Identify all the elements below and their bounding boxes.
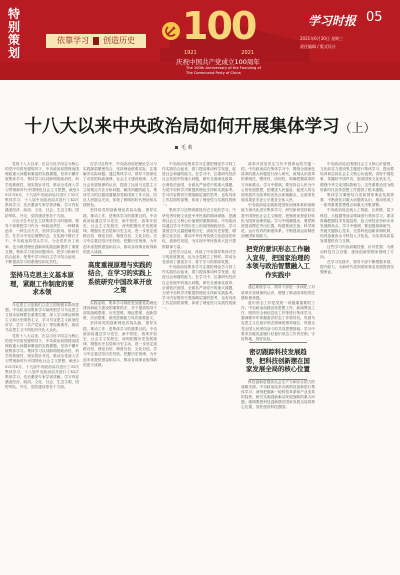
byline-marker-icon	[175, 146, 178, 149]
article-body	[5, 162, 398, 572]
anniversary-title-en: The 100th Anniversary of the Founding of The Communist Party of China	[186, 66, 261, 75]
paragraph: 这些学习活动，体现了中央领导集体对学习的高度重视，也为全党树立了榜样，带动全党形成了重视学习、善于学习的浓厚氛围。	[162, 249, 236, 264]
paragraph: 实践证明，集体学习制度是加强党的理论建设和能力建设的重要抓手，对于提高领导干部的战略思维、历史思维、辩证思维、创新思维、法治思维、底线思维能力具有重要意义。	[83, 300, 157, 321]
column-separator	[93, 37, 99, 45]
paragraph: 通过系统学习，领导干部进一步深化了对改革开放规律的认识，增强了推动改革的责任感和使命感。	[241, 285, 315, 300]
paragraph: 坚持用党的创新理论武装头脑，指导实践、推动工作，是集体学习的重要目的。中央政治局通过学习党史、新中国史、改革开放史、社会主义发展史，深刻把握历史发展规律，增强历史自觉和历史主动，进一步坚定道路自信、理论自信、制度自信、文化自信。学习中注重总结历史经验，把握历史规律，为开创未来提供借鉴和启示，推动各项事业取得新的更大成就。	[83, 321, 157, 367]
page-number: 05	[366, 10, 383, 25]
divider	[249, 342, 307, 343]
subhead-1: 坚持马克思主义基本原理，紧跟工作制度的要求本领	[10, 271, 74, 297]
paragraph: 中央政治局集体学习注重把理论学习同工作实践结合起来，着力提高推动科学发展、促进社会和谐的能力。在学习中，注重研究经济社会发展中的重大问题，研究全面深化改革、全面依法治国、全面从严治党中的重大课题，为党中央科学决策提供理论支持和实践参考。学习内容既有宏观战略层面的思考，也有具体工作层面的部署，体现了理论性与实践性的统一。	[162, 162, 236, 208]
column-right: 创造历史	[103, 36, 135, 45]
paragraph: 党的十八大以来，在以习近平同志为核心的党中央的坚强领导下，中央政治局围绕治国理政重大问题和紧迫的实践课题，坚持不懈开展集体学习。集体学习以其鲜明的政治性、科学的系统性、现实的针对性，推动全党深入学习贯彻新时代中国特色社会主义思想。截至2021年6月，十九届中央政治局共进行了31次集体学习，十八届中央政治局共进行了43次集体学习，先后邀请专家学者讲解，学习内容涵盖经济、政治、文化、社会、生态文明、国防军队、外交、党的建设等各个方面。	[5, 333, 79, 390]
headline-part: （上）	[339, 121, 376, 135]
section-tag: 特别策划	[8, 7, 21, 60]
headline-text: 十八大以来中央政治局如何开展集体学习	[24, 117, 340, 137]
paragraph: 集体学习紧密结合党和国家事业发展需要，不断深化对重大问题的认识，推动形成了一系列重要思想观点和重大决策部署。	[320, 192, 394, 208]
column-5	[320, 162, 394, 570]
paragraph: 这些学习内容前瞻性强、针对性强，为推动科技自立自强、建设创新型国家指明了方向。	[320, 244, 394, 259]
paragraph: 科技创新是提高社会生产力和综合国力的战略支撑。中央政治局多次就科技创新进行集体学习，深刻把握新一轮科技革命和产业变革的趋势，研究实施创新驱动发展战略的重大问题，强调要把科技创新摆在国家发展全局的核心位置，加快建设科技强国。	[241, 379, 315, 410]
year-start: 1921	[184, 50, 197, 56]
paragraph: 马克思主义是我们立党立国的根本指导思想。中央政治局集体学习始终把学习马克思主义基本原理摆在重要位置，深入学习辩证唯物主义和历史唯物主义，学习马克思主义政治经济学，学习《共产党宣言》等经典著作，推动马克思主义中国化时代化大众化。	[5, 302, 79, 333]
paragraph: 中央政治局还就人工智能、区块链、量子科技、大数据等前沿领域进行集体学习，要求准确把握技术发展趋势，抢占科技竞争和未来发展制高点。学习中强调，要加强基础研究，突破关键核心技术，完善科技创新体制机制，培养造就高水平科技人才队伍，为实现高质量发展提供有力支撑。	[320, 208, 394, 244]
column-3	[162, 162, 236, 570]
paragraph: 改革开放是决定当代中国命运的关键一招。中央政治局在集体学习中，围绕全面深化改革的重大问题进行深入研究，深刻认识改革的系统性、整体性、协同性，准确把握改革的方向和重点。学习中强调，要坚持以人民为中心的发展思想，把增进人民福祉、促进人的全面发展作为改革的出发点和落脚点，让改革发展成果更多更公平惠及全体人民。	[241, 162, 315, 203]
author-name: 毛 莉	[181, 145, 193, 151]
subhead-4: 密切跟踪科技发展趋势，把科技创新摆在国家发展全局的核心位置	[246, 348, 310, 374]
subhead-2: 高度重视原理与实践的结合，在学习的实践上系统研究中国改革开放之策	[88, 260, 152, 295]
article-byline	[175, 144, 193, 151]
column-4	[241, 162, 315, 570]
year-end: 2021	[241, 50, 254, 56]
date-line: 2021年6月30日 星期三	[300, 36, 344, 41]
column-left: 依靠学习	[57, 36, 89, 45]
paragraph: 党的十八大以来，在以习近平同志为核心的党中央的坚强领导下，中央政治局围绕治国理政重大问题和紧迫的实践课题，坚持不懈开展集体学习。集体学习以其鲜明的政治性、科学的系统性、现实的针对性，推动全党深入学习贯彻新时代中国特色社会主义思想。截至2021年6月，十九届中央政治局共进行了31次集体学习，十八届中央政治局共进行了43次集体学习，先后邀请专家学者讲解，学习内容涵盖经济、政治、文化、社会、生态文明、国防军队、外交、党的建设等各个方面。	[5, 162, 79, 218]
column-1	[5, 162, 79, 570]
party-emblem-icon	[162, 22, 180, 40]
paragraph: 中央政治局还围绕社会主义核心价值观、文化软实力建设等主题进行集体学习，提出要培育和弘扬社会主义核心价值观，讲好中国故事，传播好中国声音，提高国家文化软实力，增强中华文化国际影响力。这些重要论述为做好新时代宣传思想工作提供了根本遵循。	[320, 162, 394, 192]
paragraph: 在学习过程中，中央政治局把理论学习与实践探索紧密结合，坚持理论联系实际，注重解决实际问题。通过集体学习，领导干部深化了对党的执政规律、社会主义建设规律、人类社会发展规律的认识，提高了运用马克思主义立场观点方法分析问题、解决问题的能力。集体学习的议题设置紧扣党和国家工作大局，回应人民群众关切，体现了鲜明的时代特征和实践特色。	[83, 162, 157, 208]
anniversary-title-cn: 庆祝中国共产党成立100周年	[176, 58, 260, 66]
column-2	[83, 162, 157, 570]
editor-line: 责任编辑 / 版式设计	[300, 44, 336, 49]
paragraph: 习近平总书记在主持集体学习时强调，领导干部要把学习作为一种政治责任、一种精神追求、一种生活方式，坚持学以致用、用以促学，在学习中坚定理想信念，在实践中增长才干。中央政治局带头学习，为全党作出了表率，也为推进理论创新和实践创新提供了重要支撑。集体学习坚持问题导向，把学习和研究结合起来，把集中学习和自主学习结合起来，不断提高学习的系统性和实效性。	[5, 218, 79, 264]
divider	[91, 255, 149, 256]
newspaper-logo: 学习时报	[308, 14, 357, 28]
centenary-years	[184, 50, 254, 56]
masthead-banner	[0, 0, 400, 80]
divider	[249, 239, 307, 240]
paragraph: 坚持用党的创新理论武装头脑，指导实践、推动工作，是集体学习的重要目的。中央政治局通过学习党史、新中国史、改革开放史、社会主义发展史，深刻把握历史发展规律，增强历史自觉和历史主动，进一步坚定道路自信、理论自信、制度自信、文化自信。学习中注重总结历史经验，把握历史规律，为开创未来提供借鉴和启示，推动各项事业取得新的更大成就。	[83, 208, 157, 254]
paragraph: 中央政治局还就推进国家治理体系和治理能力现代化进行集体学习，研究如何坚持和完善中国特色社会主义制度，把制度优势更好转化为国家治理效能。学习中明确提出，要把制度建设摆在突出位置，构建系统完备、科学规范、运行有效的制度体系，不断提高运用制度治理国家的能力。	[241, 203, 315, 239]
column-box	[46, 34, 146, 48]
divider	[13, 265, 71, 266]
centenary-number: 100	[182, 4, 256, 48]
paragraph: 集体学习还特别重视历史文化的学习。中华优秀传统文化是中华民族的精神命脉，是涵养社会主义核心价值观的重要源泉。中央政治局通过学习中国历史上的治国理政经验、学习我国古代反腐倡廉的历史，汲取历史智慧，增强文化自信，推动中华优秀传统文化创造性转化、创新性发展，为实现中华民族伟大复兴提供精神力量。	[162, 208, 236, 249]
subhead-3: 把党的意识形态工作融入宣传，把国家治理的本领与政治智慧融入工作实践中	[246, 245, 310, 279]
paragraph: 意识形态工作是党的一项极端重要的工作。中央政治局就宣传思想工作、新闻舆论工作、网络安全和信息化工作等进行集体学习，强调要牢牢掌握意识形态工作领导权，巩固马克思主义在意识形态领域的指导地位，巩固全党全国人民团结奋斗的共同思想基础。学习中要求各级党委履行好意识形态工作责任制，守好阵地、管好队伍。	[241, 300, 315, 341]
article-headline	[0, 113, 400, 138]
paragraph: 在学习实践中，领导干部不断增强本领，提升能力，为新时代党和国家事业发展提供坚强保证。	[320, 259, 394, 275]
paragraph: 中央政治局集体学习注重把理论学习同工作实践结合起来，着力提高推动科学发展、促进社会和谐的能力。在学习中，注重研究经济社会发展中的重大问题，研究全面深化改革、全面依法治国、全面从严治党中的重大课题，为党中央科学决策提供理论支持和实践参考。学习内容既有宏观战略层面的思考，也有具体工作层面的部署，体现了理论性与实践性的统一。	[162, 265, 236, 311]
